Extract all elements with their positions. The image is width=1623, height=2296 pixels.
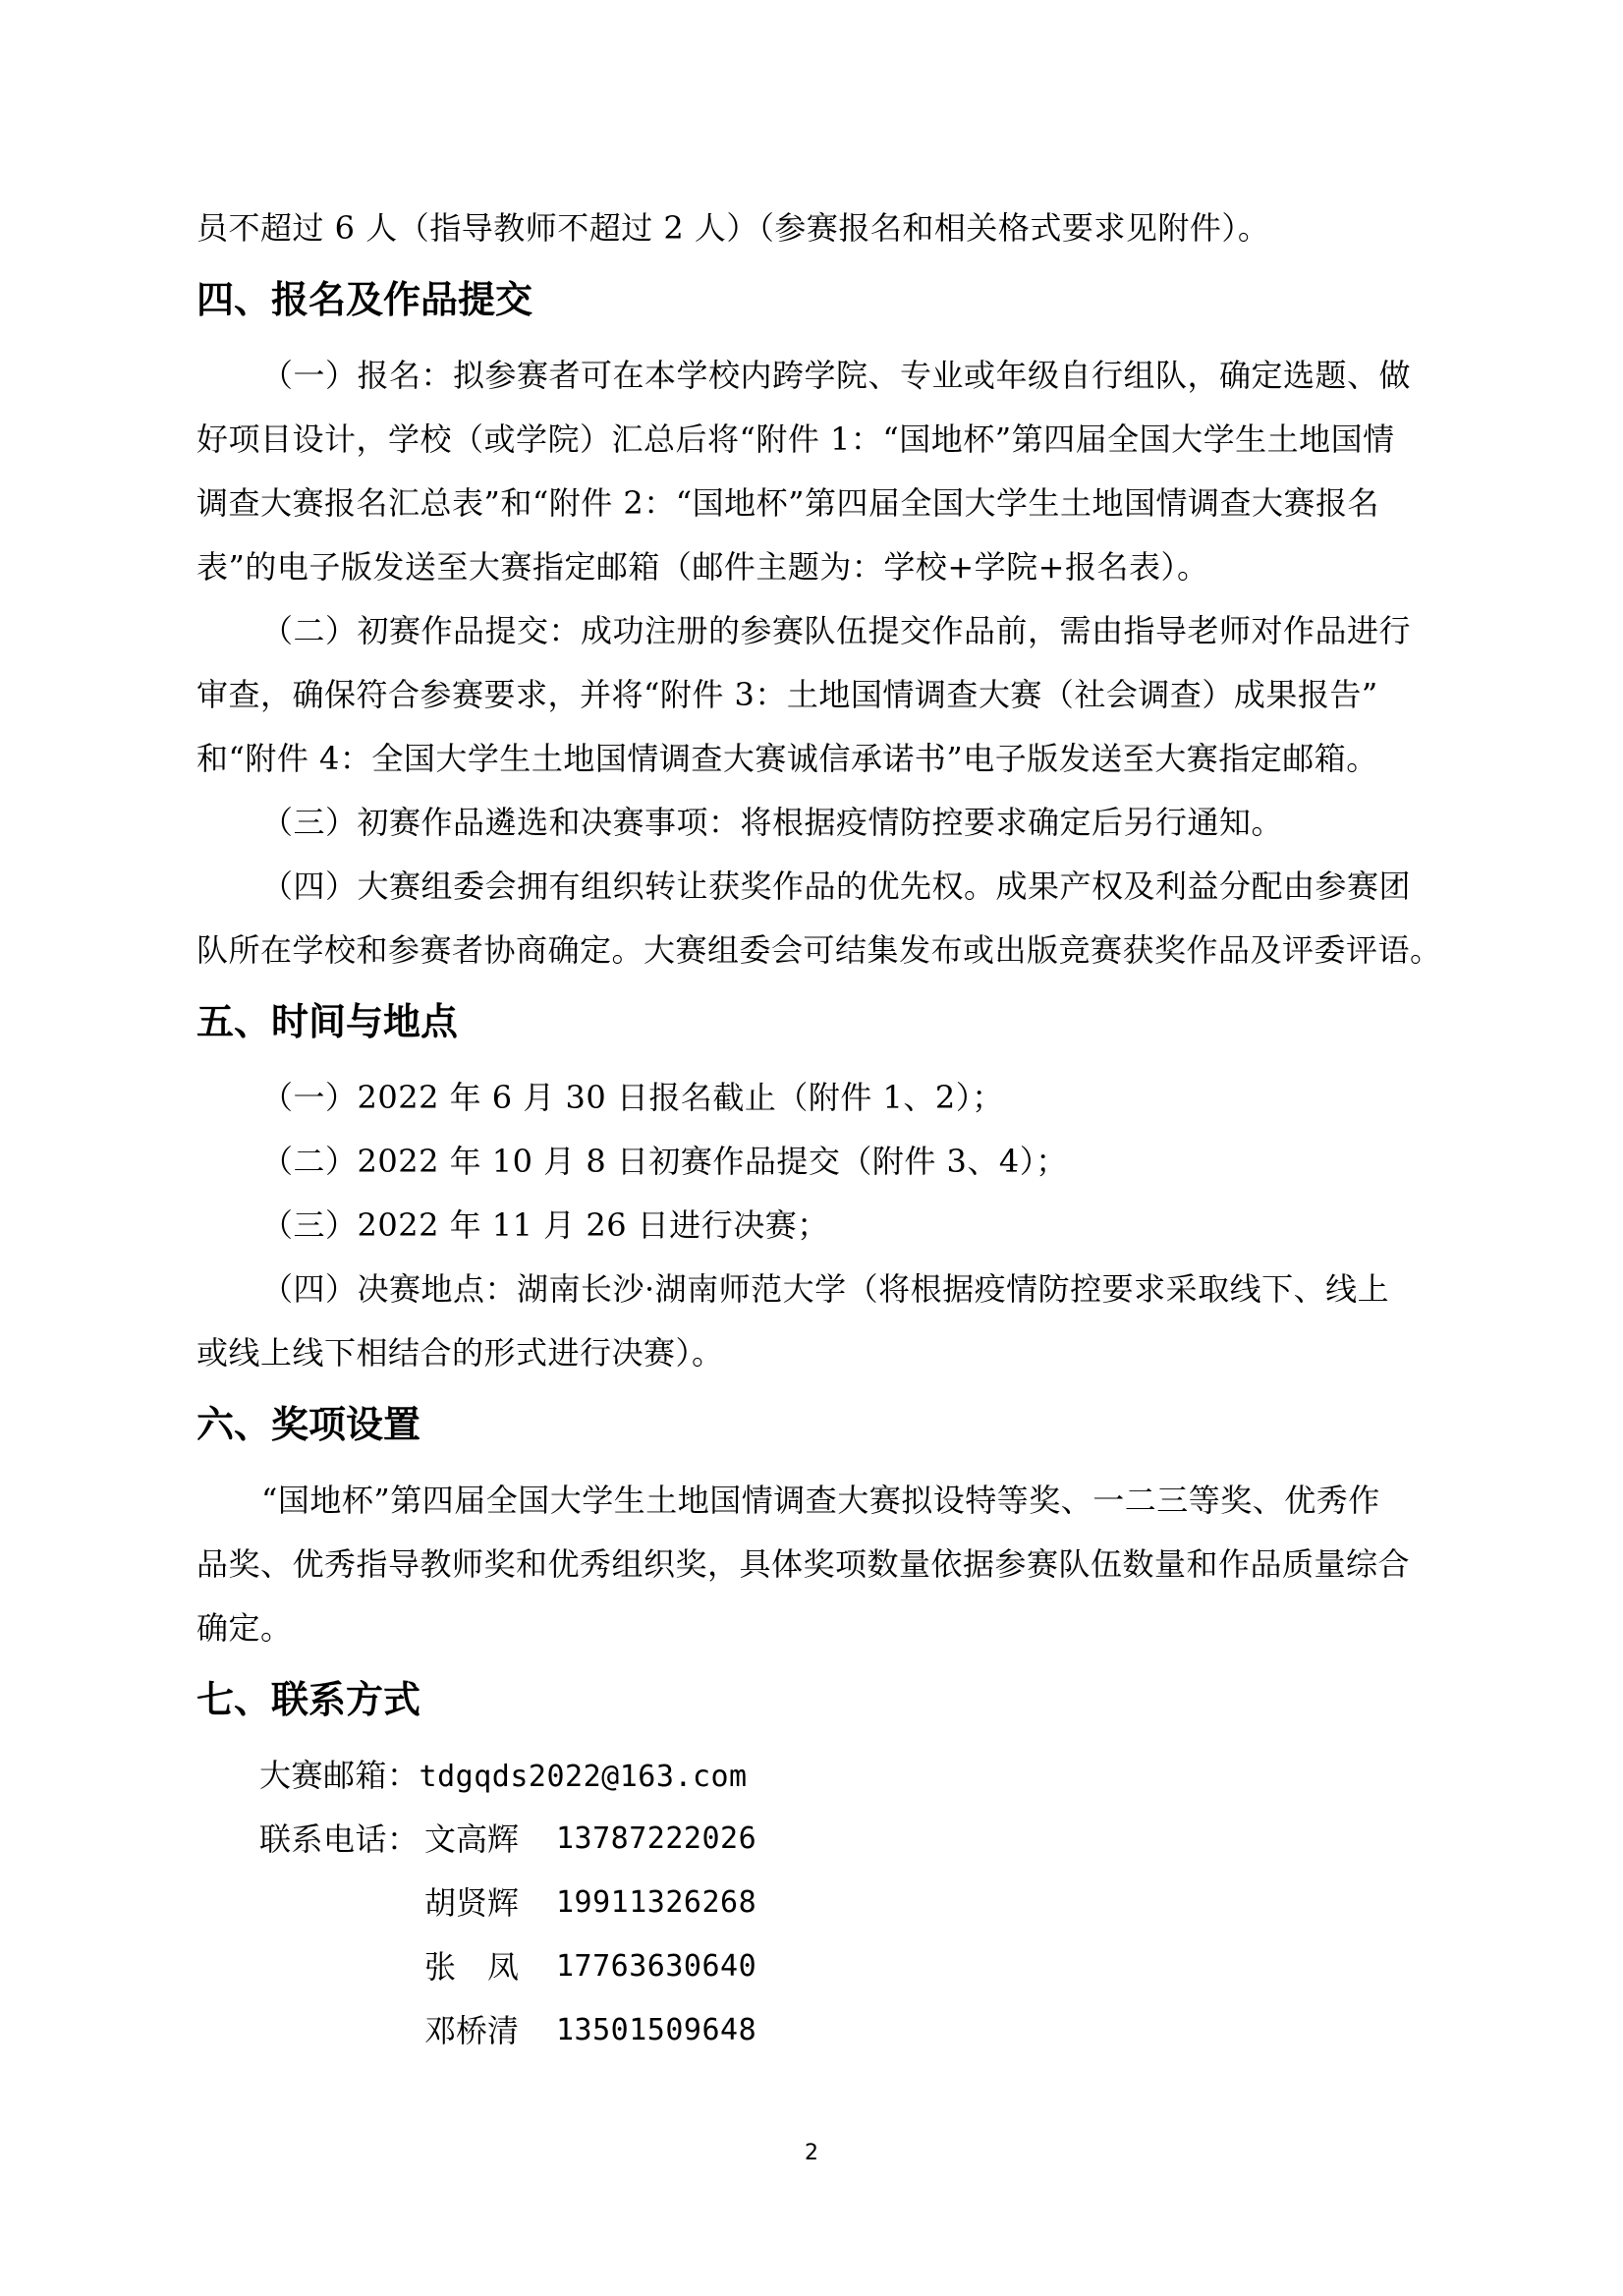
paragraph-line: 表”的电子版发送至大赛指定邮箱（邮件主题为：学校+学院+报名表）。 bbox=[196, 548, 1209, 586]
paragraph-line: 确定。 bbox=[196, 1609, 293, 1647]
paragraph-line: 品奖、优秀指导教师奖和优秀组织奖，具体奖项数量依据参赛队伍数量和作品质量综合 bbox=[196, 1545, 1411, 1583]
schedule-item: （三）2022 年 11 月 26 日进行决赛； bbox=[261, 1206, 829, 1244]
paragraph-line: 调查大赛报名汇总表”和“附件 2：“国地杯”第四届全国大学生土地国情调查大赛报名 bbox=[196, 484, 1379, 522]
contact-name: 胡贤辉 bbox=[424, 1884, 520, 1922]
section-heading-awards: 六、奖项设置 bbox=[196, 1403, 421, 1446]
paragraph-line: （三）初赛作品遴选和决赛事项：将根据疫情防控要求确定后另行通知。 bbox=[261, 804, 1284, 841]
section-heading-registration: 四、报名及作品提交 bbox=[196, 278, 533, 321]
email-address: tdgqds2022@163.com bbox=[419, 1760, 748, 1794]
paragraph-line: （二）初赛作品提交：成功注册的参赛队伍提交作品前，需由指导老师对作品进行 bbox=[261, 612, 1412, 649]
contact-name: 文高辉 bbox=[424, 1820, 520, 1858]
schedule-item: （一）2022 年 6 月 30 日报名截止（附件 1、2）； bbox=[261, 1079, 1004, 1116]
email-label: 大赛邮箱： bbox=[259, 1757, 420, 1794]
paragraph-line: “国地杯”第四届全国大学生土地国情调查大赛拟设特等奖、一二三等奖、优秀作 bbox=[261, 1482, 1380, 1519]
paragraph-line: 审查，确保符合参赛要求，并将“附件 3：土地国情调查大赛（社会调查）成果报告” bbox=[196, 676, 1378, 713]
contact-phone: 13787222026 bbox=[556, 1821, 757, 1856]
section-heading-time-place: 五、时间与地点 bbox=[196, 1000, 459, 1043]
body-text-line: 员不超过 6 人（指导教师不超过 2 人）（参赛报名和相关格式要求见附件）。 bbox=[196, 209, 1270, 247]
schedule-item: （二）2022 年 10 月 8 日初赛作品提交（附件 3、4）； bbox=[261, 1143, 1068, 1180]
page-number: 2 bbox=[805, 2141, 818, 2165]
paragraph-line: 队所在学校和参赛者协商确定。大赛组委会可结集发布或出版竞赛获奖作品及评委评语。 bbox=[196, 931, 1442, 969]
contact-phone-label: 联系电话： bbox=[259, 1820, 420, 1858]
section-heading-contact: 七、联系方式 bbox=[196, 1678, 421, 1721]
schedule-item-continued: 或线上线下相结合的形式进行决赛）。 bbox=[196, 1334, 724, 1372]
contact-phone: 19911326268 bbox=[556, 1885, 757, 1920]
contact-name: 张 凤 bbox=[424, 1948, 520, 1986]
contact-phone: 13501509648 bbox=[556, 2013, 757, 2047]
schedule-item: （四）决赛地点：湖南长沙·湖南师范大学（将根据疫情防控要求采取线下、线上 bbox=[261, 1270, 1390, 1308]
paragraph-line: 和“附件 4：全国大学生土地国情调查大赛诚信承诺书”电子版发送至大赛指定邮箱。 bbox=[196, 740, 1378, 777]
contact-email-row bbox=[259, 1756, 748, 1797]
paragraph-line: （四）大赛组委会拥有组织转让获奖作品的优先权。成果产权及利益分配由参赛团 bbox=[261, 868, 1412, 905]
paragraph-line: （一）报名：拟参赛者可在本学校内跨学院、专业或年级自行组队，确定选题、做 bbox=[261, 357, 1412, 394]
contact-name: 邓桥清 bbox=[424, 2012, 520, 2049]
contact-phone: 17763630640 bbox=[556, 1949, 757, 1984]
paragraph-line: 好项目设计，学校（或学院）汇总后将“附件 1：“国地杯”第四届全国大学生土地国情 bbox=[196, 420, 1395, 458]
